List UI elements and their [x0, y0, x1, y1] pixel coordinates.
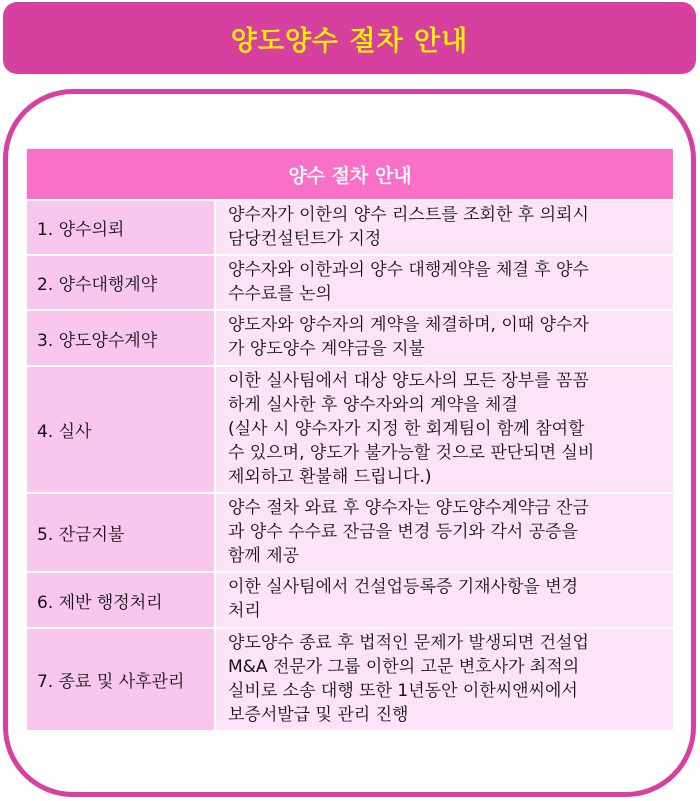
description-cell: 양도자와 양수자의 계약을 체결하며, 이때 양수자 가 양도양수 계약금을 지불 — [216, 311, 673, 365]
table-row — [27, 256, 673, 311]
table-row — [27, 367, 673, 494]
table-row — [27, 311, 673, 367]
step-cell: 6. 제반 행정처리 — [27, 573, 216, 627]
description-cell: 양수 절차 와료 후 양수자는 양도양수계약금 잔금 과 양수 수수료 잔금을 변경 등기와 각서 공증을 함께 제공 — [216, 494, 673, 571]
description-cell: 양수자가 이한의 양수 리스트를 조회한 후 의뢰시 담당컨설턴트가 지정 — [216, 201, 673, 254]
step-cell: 3. 양도양수계약 — [27, 311, 216, 365]
table-header: 양수 절차 안내 — [27, 149, 673, 201]
description-cell: 양도양수 종료 후 법적인 문제가 발생되면 건설업 M&A 전문가 그룹 이한의 고문 변호사가 최적의 실비로 소송 대행 또한 1년동안 이한씨앤씨에서 보증서발급 및 관리 진행 — [216, 629, 673, 730]
table-row — [27, 494, 673, 573]
title-banner — [3, 2, 696, 74]
step-cell: 4. 실사 — [27, 367, 216, 492]
page-title: 양도양수 절차 안내 — [230, 25, 469, 57]
step-cell: 5. 잔금지불 — [27, 494, 216, 571]
table-row — [27, 629, 673, 730]
description-cell: 이한 실사팀에서 건설업등록증 기재사항을 변경 처리 — [216, 573, 673, 627]
step-cell: 7. 종료 및 사후관리 — [27, 629, 216, 730]
description-cell: 양수자와 이한과의 양수 대행계약을 체결 후 양수 수수료를 논의 — [216, 256, 673, 309]
step-cell: 2. 양수대행계약 — [27, 256, 216, 309]
table-row — [27, 573, 673, 629]
table-row — [27, 201, 673, 256]
step-cell: 1. 양수의뢰 — [27, 201, 216, 254]
description-cell: 이한 실사팀에서 대상 양도사의 모든 장부를 꼼꼼 하게 실사한 후 양수자와의 계약을 체결 (실사 시 양수자가 지정 한 회계팀이 함께 참여할 수 있으며, 양도가 불가능할 것으로 판단되면 실비 제외하고 환불해 드립니다.) — [216, 367, 673, 492]
procedure-table — [27, 149, 673, 730]
